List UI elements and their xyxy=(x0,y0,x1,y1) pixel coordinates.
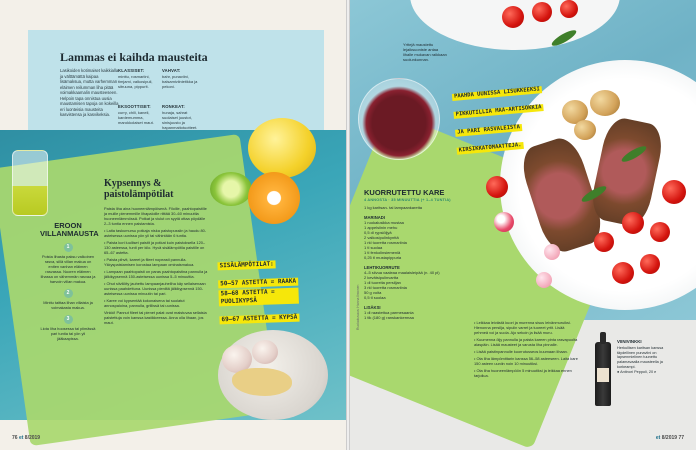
tomato-image xyxy=(622,212,644,234)
lime-image xyxy=(210,172,252,206)
temperature-line: 58–68 ASTETTA = PUOLIKYPSÄ xyxy=(218,288,299,307)
ingredient: 3 rkl tuoretta rosmariinia xyxy=(364,285,407,290)
highlight-banner xyxy=(451,75,569,156)
banner-line: PIKKUTILLIA MAA-ARTISOKKIA xyxy=(453,104,543,119)
right-page xyxy=(350,0,696,450)
paragraph: Paista liha aina huoneenlämpöisenä. Filoille, paahtopaistille ja muille pienemmille lihapaloille riittää 30–60 minuuttia huoneenlämmössä. Potkat ja viulut on syytä ottaa pöydälle 2–3 tuntia ennen paistamista. xyxy=(104,206,207,226)
tomato-image xyxy=(502,6,524,28)
tip-text: Liota liha hoosessa tai piimässä pari tuntia tai yön yli jääkaapissa. xyxy=(40,326,96,341)
wine-tip-body: Herkullisen karitsan kanssa täydellinen punaviini on lapsenmielinen tuunettu palamavaalla mausteella ja korkeampi. xyxy=(617,345,664,369)
potato-image xyxy=(574,120,596,140)
issue-number: 8/2019 xyxy=(24,435,41,441)
method-step: • Kuumenna öljy pannulla ja paista kareen pinta rasvapuolta alaspäin. Lisää mausteet ja varusta liha pinnalle. xyxy=(474,337,578,347)
radish-image xyxy=(544,244,560,260)
ingredient: 2 kevätsipulinvartta xyxy=(364,275,399,280)
method-step: • Lisää paistinpannulle kuorrutusseos kuumaan lihaan. xyxy=(474,349,568,354)
ingredient: 1 appelsiinin mehu xyxy=(364,225,398,230)
ingredient: 50 g voita xyxy=(364,290,382,295)
tomato-image xyxy=(532,2,552,22)
photo-caption: Yrttejä maustettu lejaiksuoniste antaa lihalle mukavan raikkaan suolunkunnan. xyxy=(403,42,447,62)
issue-number: 8/2019 xyxy=(661,435,678,441)
tomato-image xyxy=(612,262,634,284)
paragraph: • Laita taskumursu potkaja niska paistopussiin ja haudu 80-asteisessa uunissa yön yli tai vähintään 6 tuntia. xyxy=(104,228,207,238)
wine-tip-title: VIINIVINKKI xyxy=(617,339,642,344)
tip-number: 1 xyxy=(64,243,73,252)
tomato-image xyxy=(486,176,508,198)
spice-text: curry, chili, kaneli, kardemumma, marokkolaiset maut. xyxy=(118,110,154,125)
temperature-line: 69–67 ASTETTA = KYPSÄ xyxy=(219,314,299,325)
method-step: • Ota liha huoneenlämpöön 5 minuutiksi ja leikkaa ennen tarjoilua. xyxy=(474,368,572,378)
tip-number: 3 xyxy=(64,315,73,324)
tip-item xyxy=(40,289,96,310)
recipe-meta: 4 ANNOSTA · 35 MINUUTTIA (+ 1–4 TUNTIA) xyxy=(364,198,451,202)
tomato-image xyxy=(650,222,670,242)
lemon-image xyxy=(248,118,316,178)
ingredient: 2 valkosipulinkynttä xyxy=(364,235,399,240)
wine-glass-image xyxy=(358,78,440,160)
ingredient: 1 dl raastettua parmesaania xyxy=(364,310,414,315)
tomato-image xyxy=(640,254,660,274)
temperature-line: 50–57 ASTETTA = RAAKA xyxy=(218,278,298,289)
article-title: Lammas ei kaihda mausteita xyxy=(60,50,208,64)
spice-column xyxy=(162,68,204,89)
left-page xyxy=(0,0,346,450)
temperature-title: SISÄLÄMPÖTILAT: xyxy=(217,260,275,270)
tip-text: Minttu taittaa lihan villaista ja voimakasta makua. xyxy=(43,300,93,310)
paragraph: • Ohut siivilöity jauhettu lampaanjauheliha käy sellaisenaan uunissa paahdettuna. Uunissa pieniltä jälkikypsennä 150-asteisessa uunissa minuutin tai pari. xyxy=(104,281,206,296)
ingredient: 1 tl fenkolinsiemeniä xyxy=(364,250,401,255)
banner-line: PAAHDA UUNISSA LISUKKEEKSI xyxy=(452,86,542,101)
recipe-box xyxy=(364,188,464,320)
paragraph: • Paista pihvit, kareet ja fileet nopeasti pannulla. Ykkyspaistamisen korostaa lampaan ominaismakua. xyxy=(104,257,195,267)
tomato-image xyxy=(594,232,614,252)
banner-line: JA PARI RASVALEISTA xyxy=(455,124,522,137)
ingredient: 0,25 tl mustapippuria xyxy=(364,255,402,260)
radish-image xyxy=(494,212,514,232)
paragraph: • Lampaan paahtopaisti on paras paahtopaistina pannulla ja jälkikypsennä 150-asteisessa uunissa 5–5 minuuttia. xyxy=(104,269,208,279)
spice-text: bahr, punaviini, balsamiviinietikka ja pekoni. xyxy=(162,74,198,89)
tips-title: EROON VILLANMAUSTA xyxy=(40,221,99,238)
paragraph: • Karee voi kypsentää kokonaisena tai suolatut annospaloina, pannulla, grillissä tai uunissa. xyxy=(104,298,185,308)
ingredient: 1 tl suolaa xyxy=(364,245,383,250)
page-number: 76 xyxy=(12,435,18,441)
spice-heading: KLASSISET: xyxy=(118,68,145,73)
ingredient-heading: LISÄKSI xyxy=(364,305,381,310)
ingredient: 0,5 dl rypsiöljyä xyxy=(364,230,392,235)
ingredient: 1 dl tuoreita persiljan xyxy=(364,280,401,285)
ingredient: 4–5 siivua vaaleaa maalaisleipää (n. 40 pl) xyxy=(364,270,440,275)
tip-item xyxy=(40,315,96,341)
section-body xyxy=(104,206,208,327)
spice-text: minttu, rosmariini, timjami, valkosipuli, sitruuna, pippurit. xyxy=(118,74,153,89)
magazine-logo: et xyxy=(18,435,24,441)
section-title: Kypsennys & paistolämpötilat xyxy=(104,178,174,200)
ingredient: 1 tlk (180 g) ranskankermaa xyxy=(364,315,414,320)
intro-text: Lasikoiden kotimaiset kaikkialla ja välttämättä kaipaa lisämaksua, mutta varhemman eläimen reilumman liha pitää voimakkaamalin mausteeseen. Helpoin tapa onnistua uusia maustamisen tapoja on kokeilla eri luonteisia mausteita kasvistensa ja kasvikeksia. xyxy=(60,68,119,117)
page-number: 77 xyxy=(678,435,684,441)
orange-half-image xyxy=(248,172,300,224)
recipe-method xyxy=(474,320,578,380)
ingredient: 0,5 tl suolaa xyxy=(364,295,386,300)
wine-tip-text xyxy=(617,340,673,375)
tip-text: Poista lihasta paksu valkoinen rasva, sillä villan makua on eniten vanhan eläimen rasvassa. Nuoren eläimen lihassa on vähemmän rasvaa ja harvoin villan makua. xyxy=(40,254,96,284)
tip-item xyxy=(40,243,96,284)
recipe-title: KUORRUTETTU KARE xyxy=(364,188,445,197)
radish-image xyxy=(536,272,552,288)
spice-heading: VAHVAT: xyxy=(162,68,181,73)
oil-glass-image xyxy=(12,150,48,216)
tips-box xyxy=(40,221,99,341)
spice-heading: EKSOOTTISET: xyxy=(118,104,151,109)
ingredient-heading: LEHTIKUORRUTE xyxy=(364,265,400,270)
banner-line: KIRSIKKATOMAATTEJA. xyxy=(457,142,524,155)
page-folio xyxy=(656,435,684,441)
method-step: • Leikkaa leivästä kuori ja murenna sisus leivänmuruiksi. Hienonna persilja, sipulin varret ja tuoreet yrtit. Lisää pehmeä voi ja suola. Ajo sekoin ja lisää muru. xyxy=(474,320,571,335)
photo-credit: Ruokakuvaus: Hanna Ilmonen xyxy=(356,284,360,330)
page-folio xyxy=(12,435,40,441)
ingredient-heading: MARINADI xyxy=(364,215,385,220)
tomato-image xyxy=(662,180,686,204)
potato-image xyxy=(590,90,620,116)
ingredient: 1 ruokalusikka mustaa xyxy=(364,220,404,225)
spice-column xyxy=(118,104,160,125)
spice-text: hunaja, sahrat suolaiset juustot, sinisjuusto ja hapanmaitotuotteet. xyxy=(162,110,198,130)
tomato-image xyxy=(560,0,578,18)
paragraph: • Paista kori luulliset paistit ja potkat kuin paistoksella 120–130 asteessa, tunti per kilo. Hyvä sisälämpötila paistille on 65–67 astetta. xyxy=(104,240,206,255)
method-step: • Ota liha lämpömittarin kanssa 56–58 asteeseen. Laita kare 150 asteen uuniin noin 10 minuutiksi. xyxy=(474,356,578,366)
wine-tip-note: ● Antinori Peppoli, 20 e xyxy=(617,369,657,374)
ingredient: 1 rkl tuoretta rosmariinia xyxy=(364,240,407,245)
spice-column xyxy=(118,68,160,89)
magazine-logo: et xyxy=(655,435,661,441)
garlic-image xyxy=(252,340,278,364)
temperature-box xyxy=(213,248,303,324)
spice-column xyxy=(162,104,204,130)
tip-number: 2 xyxy=(64,289,73,298)
spice-heading: RONKEAT: xyxy=(162,104,185,109)
paragraph: Vinkki! Pannut fileet tai pienet palat ovat maistuvaa sellaisia paistettuja voin kanssa kastikkeessa. Anna olla lihaan, jos maut. xyxy=(104,310,207,325)
wine-bottle-image xyxy=(595,342,611,406)
recipe-lead: 1 kg karitsan- tai lampaankaretta xyxy=(364,205,423,210)
